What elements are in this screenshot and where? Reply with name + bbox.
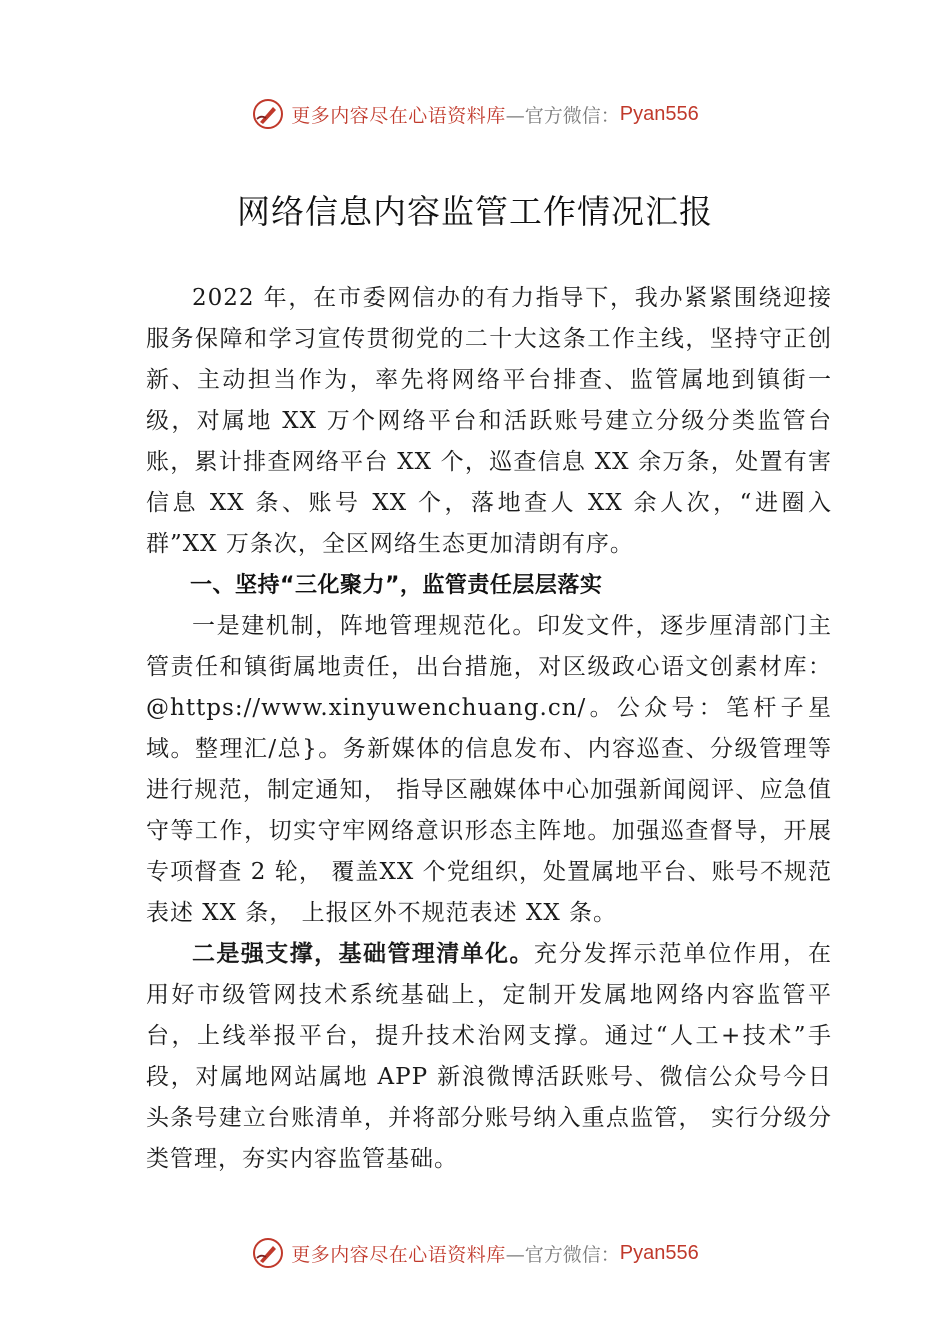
pen-circle-logo-icon bbox=[251, 97, 285, 131]
watermark-handle: Pyan556 bbox=[619, 102, 699, 125]
intro-paragraph: 2022 年，在市委网信办的有力指导下，我办紧紧围绕迎接服务保障和学习宣传贯彻党的二十大这条工作主线，坚持守正创新、主动担当作为，率先将网络平台排查、监管属地到镇街一级，对属地 XX 万个网络平台和活跃账号建立分级分类监管台账，累计排查网络平台 XX 个，巡查信息 XX 余万条，处置有害信息 XX 条、账号 XX 个，落地查人 XX 余人次，“进圈入群”XX 万条次，全区网络生态更加清朗有序。 bbox=[146, 285, 832, 557]
paragraph-support-lead: 二是强支撑，基础管理清单化。 bbox=[192, 941, 534, 967]
paragraph-support bbox=[146, 934, 832, 1180]
watermark-header bbox=[0, 94, 950, 134]
watermark-brand: 更多内容尽在心语资料库 bbox=[291, 1243, 506, 1266]
watermark-separator: —官方微信： bbox=[505, 104, 620, 127]
paragraph-mechanism: 一是建机制，阵地管理规范化。印发文件，逐步厘清部门主管责任和镇街属地责任，出台措施，对区级政心语文创素材库：@https://www.xinyuwenchuang.cn/。公众号：笔杆子星域。整理汇/总}。务新媒体的信息发布、内容巡查、分级管理等进行规范，制定通知， 指导区融媒体中心加强新闻阅评、应急值守等工作，切实守牢网络意识形态主阵地。加强巡查督导，开展专项督查 2 轮， 覆盖XX 个党组织，处置属地平台、账号不规范表述 XX 条， 上报区外不规范表述 XX 条。 bbox=[146, 613, 832, 926]
watermark-handle: Pyan556 bbox=[619, 1241, 699, 1264]
watermark-footer bbox=[0, 1233, 950, 1273]
paragraph-support-body: 充分发挥示范单位作用，在用好市级管网技术系统基础上，定制开发属地网络内容监管平台，上线举报平台，提升技术治网支撑。通过“人工+技术”手段，对属地网站属地 APP 新浪微博活跃账号、微信公众号今日头条号建立台账清单，并将部分账号纳入重点监管， 实行分级分类管理，夯实内容监管基础。 bbox=[146, 941, 833, 1172]
section-heading-1: 一、坚持“三化聚力”，监管责任层层落实 bbox=[190, 573, 603, 598]
document-body bbox=[146, 278, 832, 1180]
document-title: 网络信息内容监管工作情况汇报 bbox=[237, 192, 713, 231]
pen-circle-logo-icon bbox=[251, 1236, 285, 1270]
watermark-separator: —官方微信： bbox=[505, 1243, 620, 1266]
watermark-brand: 更多内容尽在心语资料库 bbox=[291, 104, 506, 127]
